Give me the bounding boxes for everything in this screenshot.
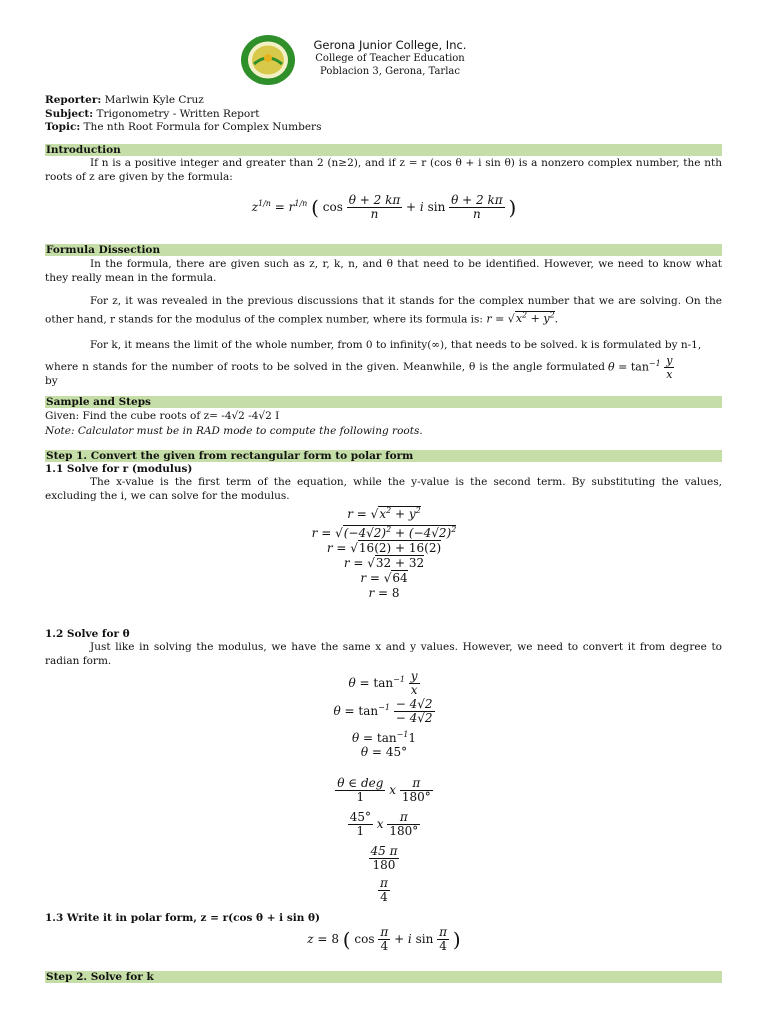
department-name: College of Teacher Education bbox=[315, 53, 465, 64]
college-name: Gerona Junior College, Inc. bbox=[313, 38, 467, 52]
theta-line-8: $\frac{\pi}{4}$ bbox=[380, 876, 388, 904]
reporter-line bbox=[45, 94, 725, 108]
subject-label: Subject: bbox=[45, 107, 94, 120]
reporter-label: Reporter: bbox=[45, 94, 102, 106]
section-introduction: Introduction bbox=[45, 144, 722, 156]
modulus-line-4: r = √32 + 32 bbox=[343, 556, 425, 570]
polar-form-equation: z = 8 ( cos $\frac{\pi}{4}$ + i sin $\frac{\pi}{4}$ ) bbox=[307, 925, 461, 953]
topic-line bbox=[45, 121, 725, 135]
modulus-line-5: r = √64 bbox=[360, 571, 408, 585]
subject-value: Trigonometry - Written Report bbox=[93, 107, 260, 120]
modulus-line-3: r = √16(2) + 16(2) bbox=[326, 541, 442, 555]
dissection-paragraph-1: In the formula, there are given such as z, r, k, n, and θ that need to be identified. However, we need to know what they really mean in the formula. bbox=[45, 258, 722, 284]
letterhead bbox=[240, 34, 540, 86]
theta-line-2: $\theta = \tan^{-1}$ $\frac{- 4√2}{- 4√2}$ bbox=[333, 697, 433, 725]
nth-root-formula: $z^{1/n} = r^{1/n}$ ( cos $\frac{\theta + 2 k\pi}{n}$ + i sin $\frac{\theta + 2 k\pi}{n}$ ) bbox=[251, 193, 517, 221]
theta-line-3: $\theta = \tan^{-1}1$ bbox=[351, 730, 417, 745]
theta-formula-inline: $\theta = \tan^{-1}$ $\frac{y}{x}$ bbox=[608, 354, 673, 381]
section-sample-and-steps: Sample and Steps bbox=[45, 396, 722, 408]
subject-line bbox=[45, 108, 725, 122]
heading-1-1: 1.1 Solve for r (modulus) bbox=[45, 463, 193, 475]
section-step-2: Step 2. Solve for k bbox=[45, 971, 722, 983]
report-meta bbox=[45, 94, 725, 135]
dissection-paragraph-3b: where n stands for the number of roots to be solved in the given. Meanwhile, θ is the angle formulated by bbox=[45, 361, 605, 387]
given-statement: Given: Find the cube roots of z= -4√2 -4√2 I bbox=[45, 410, 280, 422]
paragraph-1-1: The x-value is the first term of the equation, while the y-value is the second term. By substituting the values, excluding the i, we can solve for the modulus. bbox=[45, 476, 722, 502]
section-step-1: Step 1. Convert the given from rectangular form to polar form bbox=[45, 450, 722, 462]
theta-line-6: $\frac{45^\circ}{1}$ x $\frac{\pi}{180^\circ}$ bbox=[349, 810, 419, 838]
dissection-paragraph-2 bbox=[45, 295, 722, 327]
theta-line-5: $\frac{\text{θ ∈ deg}}{1}$ x $\frac{\pi}{180^\circ}$ bbox=[337, 776, 431, 804]
modulus-formula-inline: $r = √x^2 + y^2$. bbox=[486, 310, 559, 326]
modulus-line-1: $r = √x^2 + y^2$ bbox=[347, 506, 421, 521]
topic-label: Topic: bbox=[45, 121, 81, 133]
intro-paragraph: If n is a positive integer and greater than 2 (n≥2), and if z = r (cos θ + i sin θ) is a nonzero complex number, the nth roots of z are given by the formula: bbox=[45, 157, 722, 183]
college-seal-icon bbox=[240, 34, 296, 86]
calculator-note: Note: Calculator must be in RAD mode to compute the following roots. bbox=[45, 425, 423, 437]
reporter-value: Marlwin Kyle Cruz bbox=[101, 94, 204, 106]
theta-line-7: $\frac{45 \pi}{180}$ bbox=[370, 844, 398, 872]
theta-derivation bbox=[0, 670, 768, 907]
theta-line-1: $\theta = \tan^{-1}$ $\frac{y}{x}$ bbox=[348, 669, 418, 697]
paragraph-1-2: Just like in solving the modulus, we have the same x and y values. However, we need to convert it from degree to radian form. bbox=[45, 641, 722, 667]
dissection-paragraph-2-text: For z, it was revealed in the previous discussions that it stands for the complex number that we are solving. On the other hand, r stands for the modulus of the complex number, where its formula is: bbox=[45, 295, 722, 326]
modulus-line-2: $r = √(-4√2)^2 + (-4√2)^2$ bbox=[311, 525, 457, 540]
section-formula-dissection: Formula Dissection bbox=[45, 244, 722, 256]
topic-value: The nth Root Formula for Complex Numbers bbox=[80, 121, 322, 133]
heading-1-3: 1.3 Write it in polar form, z = r(cos θ + i sin θ) bbox=[45, 912, 320, 924]
theta-line-4: θ = 45° bbox=[360, 745, 408, 759]
modulus-line-6: r = 8 bbox=[368, 586, 400, 600]
dissection-paragraph-3a: For k, it means the limit of the whole number, from 0 to infinity(∞), that needs to be solved. k is formulated by n-1, bbox=[90, 339, 702, 351]
college-address: Poblacion 3, Gerona, Tarlac bbox=[320, 66, 460, 77]
modulus-derivation bbox=[0, 503, 768, 601]
heading-1-2: 1.2 Solve for θ bbox=[45, 628, 130, 640]
